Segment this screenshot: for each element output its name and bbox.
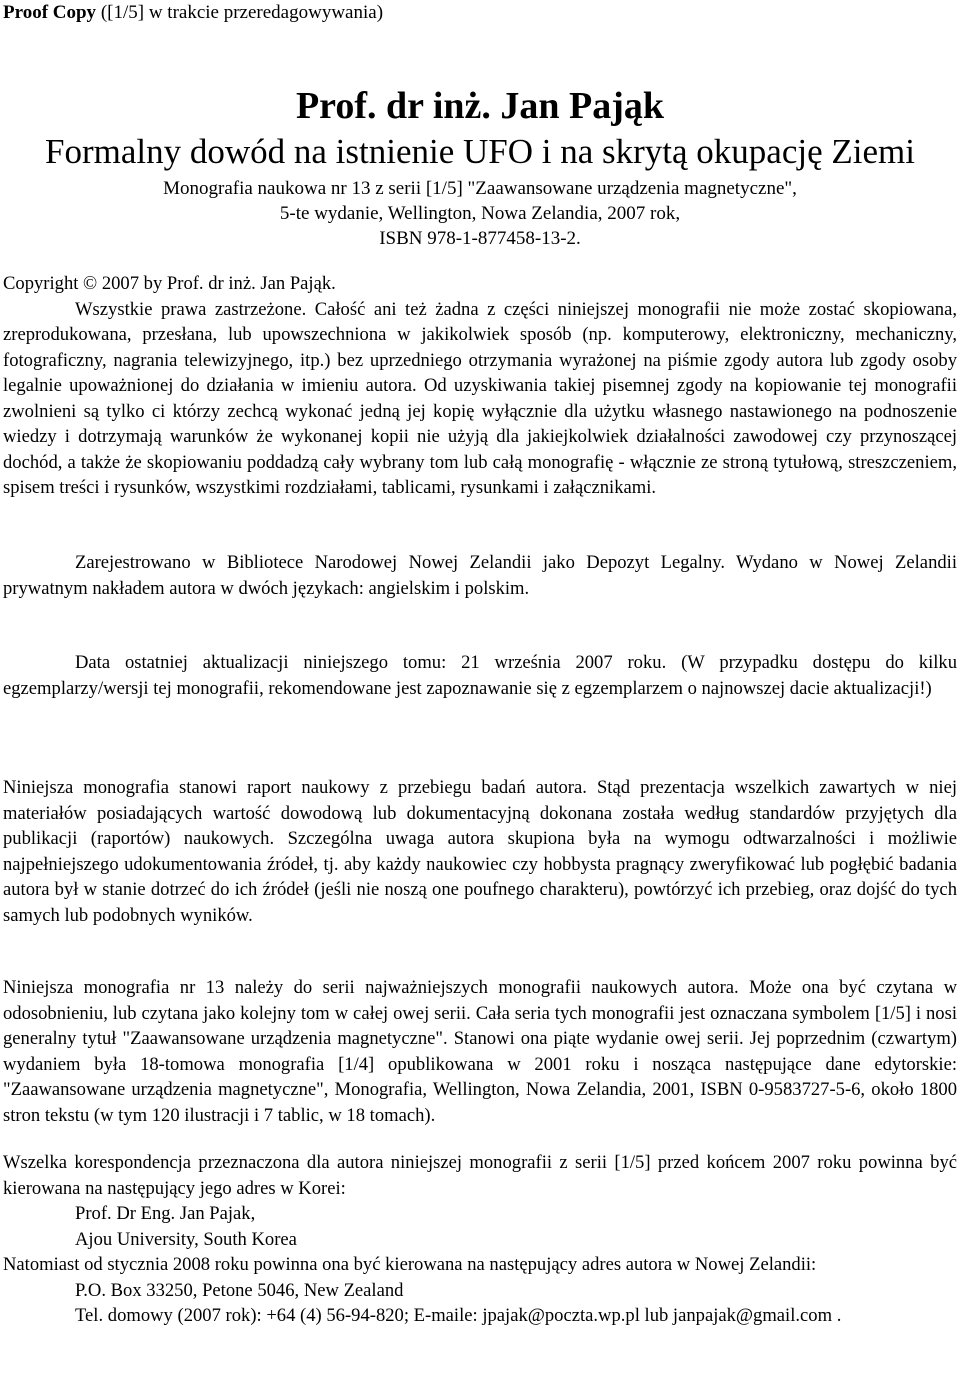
correspondence-intro: Wszelka korespondencja przeznaczona dla autora niniejszej monografii z serii [1/5] przed końcem 2007 roku powinna być kierowana na następujący jego adres w Korei: — [3, 1152, 957, 1199]
nz-contact-line: Tel. domowy (2007 rok): +64 (4) 56-94-820; E-maile: jpajak@poczta.wp.pl lub janpajak@gmail.com . — [75, 1305, 842, 1326]
registration-paragraph: Zarejestrowano w Bibliotece Narodowej Nowej Zelandii jako Depozyt Legalny. Wydano w Nowej Zelandii prywatnym nakładem autora w dwóch językach: angielskim i polskim. — [3, 552, 957, 599]
rights-paragraph: Wszystkie prawa zastrzeżone. Całość ani też żadna z części niniejszej monografii nie może zostać skopiowana, zreprodukowana, przesłana, lub upowszechniona w jakikolwiek sposób (np. komputerowy, elektroniczny, mechaniczny, fotograficzny, nagrania telewizyjnego, itp.) bez uprzedniego otrzymania wyrażonej na piśmie zgody autora lub zgody osoby legalnie upoważnionej do działania w imieniu autora. Od uzyskiwania takiej pisemnej zgody na kopiowanie tej monografii zwolnieni są tylko ci którzy zechcą wykonać jedną jej kopię wyłącznie dla użytku własnego nastawionego na podnoszenie wiedzy i dotrzymają warunków że wykonanej kopii nie użyją dla jakiejkolwiek działalności zawodowej czy przynoszącej dochód, a także że skopiowaniu poddadzą cały wybrany tom lub całą monografię - włącznie ze stroną tytułową, streszczeniem, spisem treści i rysunków, wszystkimi rozdziałami, tablicami, rysunkami i załącznikami. — [3, 298, 957, 498]
proof-label: Proof Copy — [3, 2, 97, 23]
publication-info-line1: Monografia naukowa nr 13 z serii [1/5] "Zaawansowane urządzenia magnetyczne", — [163, 178, 797, 199]
nz-address-line1: P.O. Box 33250, Petone 5046, New Zealand — [75, 1279, 404, 1301]
correspondence-section — [3, 1150, 957, 1329]
publication-info-line2: 5-te wydanie, Wellington, Nowa Zelandia, 2007 rok, — [279, 203, 681, 224]
nz-intro: Natomiast od stycznia 2008 roku powinna ona być kierowana na następujący adres autora w Nowej Zelandii: — [3, 1254, 817, 1275]
korea-address-line2: Ajou University, South Korea — [75, 1228, 297, 1250]
isbn-line: ISBN 978-1-877458-13-2. — [379, 228, 581, 249]
copyright-section — [3, 271, 957, 501]
copyright-line: Copyright © 2007 by Prof. dr inż. Jan Pająk. — [3, 273, 336, 294]
proof-status: ([1/5] w trakcie przeredagowywania) — [96, 2, 384, 23]
korea-address-line1: Prof. Dr Eng. Jan Pajak, — [75, 1203, 256, 1224]
series-paragraph: Niniejsza monografia nr 13 należy do serii najważniejszych monografii naukowych autora. Może ona być czytana w odosobnieniu, lub czytana jako kolejny tom w całej owej serii. Cała seria tych monografii jest oznaczana symbolem [1/5] i nosi generalny tytuł "Zaawansowane urządzenia magnetyczne". Stanowi ona piąte wydanie owej serii. Jej poprzednim (czwartym) wydaniem była 18-tomowa monografia [1/4] opublikowana w 2001 roku i nosząca następujące dane edytorskie: "Zaawansowane urządzenia magnetyczne", Monografia, Wellington, Nowa Zelandia, 2001, ISBN 0-9583727-5-6, około 1800 stron tekstu (w tym 120 ilustracji i 7 tablic, w 18 tomach). — [3, 977, 957, 1126]
proof-header — [3, 2, 383, 24]
author-name: Prof. dr inż. Jan Pająk — [295, 85, 665, 127]
report-paragraph: Niniejsza monografia stanowi raport naukowy z przebiegu badań autora. Stąd prezentacja wszelkich zawartych w niej materiałów posiadających wartość dowodową lub dokumentacyjną dokonana została według standardów przyjętych dla publikacji (raportów) naukowych. Szczególna uwaga autora skupiona była na wymogu odtwarzalności i możliwie najpełniejszego udokumentowania źródeł, tj. aby każdy naukowiec czy hobbysta pragnący zweryfikować lub pogłębić badania autora był w stanie dotrzeć do ich źródeł (jeśli nie noszą one poufnego charakteru), powtórzyć ich przebieg, oraz dojść do tych samych lub podobnych wyników. — [3, 777, 957, 926]
publication-info — [0, 176, 960, 251]
document-title: Formalny dowód na istnienie UFO i na skrytą okupację Ziemi — [45, 132, 915, 171]
update-paragraph: Data ostatniej aktualizacji niniejszego tomu: 21 września 2007 roku. (W przypadku dostępu do kilku egzemplarzy/wersji tej monografii, rekomendowane jest zapoznawanie się z egzemplarzem o najnowszej dacie aktualizacji!) — [3, 652, 957, 699]
